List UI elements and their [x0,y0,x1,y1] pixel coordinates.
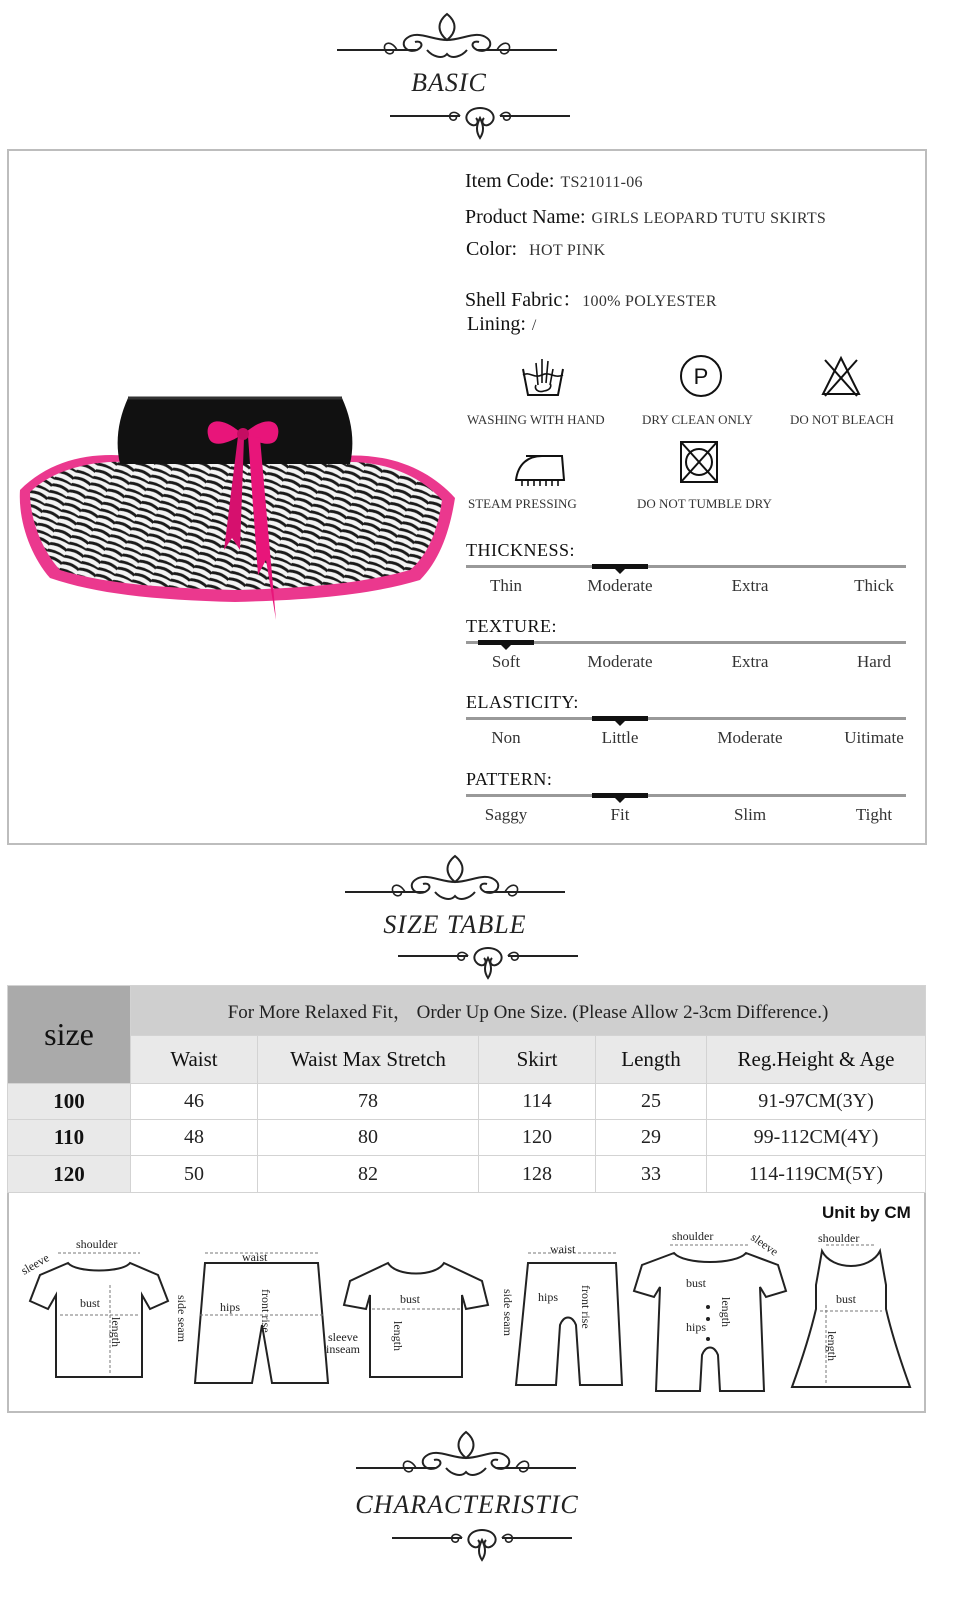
cell-height-age: 91-97CM(3Y) [707,1084,926,1120]
label-side-seam: side seam [501,1289,515,1336]
label-sleeve: sleeve [748,1229,781,1259]
label-side-seam: side seam [175,1295,189,1342]
scale-option-label: Non [491,728,521,747]
label-sleeve: sleeve [328,1330,358,1344]
item-code-value: TS21011-06 [560,174,643,191]
tshirt-diagram [30,1263,168,1377]
cell-length: 33 [596,1156,707,1193]
size-table [7,985,926,1193]
scale-option-label: Saggy [484,805,528,824]
label-shoulder: shoulder [672,1229,714,1243]
scale-title: THICKNESS: [466,540,576,560]
raglan-tee-diagram [344,1263,488,1377]
label-bust: bust [400,1292,421,1306]
iron-icon [512,448,568,488]
size-note: For More Relaxed Fit， Order Up One Size. (Please Allow 2-3cm Difference.) [131,986,926,1036]
capri-diagram [516,1263,622,1385]
scale-option-label: Tight [855,805,893,824]
cell-length: 29 [596,1120,707,1156]
romper-diagram [634,1253,786,1391]
scale-option-label: Little [601,728,639,747]
label-length: length [391,1321,405,1351]
label-hips: hips [220,1300,241,1314]
cell-waist: 46 [131,1084,258,1120]
ornament-bottom-size [378,944,598,982]
scale-option-label: Moderate [587,576,653,595]
label-hips: hips [538,1290,559,1304]
cell-length: 25 [596,1084,707,1120]
no-bleach-icon [819,354,863,398]
label-length: length [719,1297,733,1327]
label-shoulder: shoulder [818,1231,860,1245]
dry-clean-icon [678,353,724,399]
care-label-iron: STEAM PRESSING [468,496,577,511]
column-header-skirt: Skirt [479,1036,596,1084]
cell-skirt: 114 [479,1084,596,1120]
care-label-no-bleach: DO NOT BLEACH [790,412,894,427]
scale-option-label: Hard [857,652,891,671]
scale-option-label: Soft [491,652,521,671]
label-front-rise: front rise [579,1285,593,1329]
scale-option-label: Extra [731,576,769,595]
cell-skirt: 120 [479,1120,596,1156]
label-bust: bust [686,1276,707,1290]
product-name-value: GIRLS LEOPARD TUTU SKIRTS [591,210,827,227]
scale-bar [466,794,906,797]
section-title-size-table: SIZE TABLE [383,910,527,939]
unit-label: Unit by CM [822,1203,911,1222]
label-waist: waist [550,1242,576,1256]
product-name-label: Product Name: [465,206,586,228]
row-size: 120 [8,1156,131,1193]
product-image [10,390,460,630]
scale-bar [466,565,906,568]
no-tumble-dry-icon [679,440,719,484]
label-bust: bust [80,1296,101,1310]
label-length: length [109,1317,123,1347]
lining-row [467,313,537,336]
cell-waist-max-stretch: 82 [258,1156,479,1193]
shell-fabric-value: 100% POLYESTER [582,293,717,310]
ornament-top-characteristic [356,1428,576,1478]
row-size: 110 [8,1120,131,1156]
scale-title: TEXTURE: [466,616,557,636]
cell-height-age: 114-119CM(5Y) [707,1156,926,1193]
label-front-rise: front rise [259,1289,273,1333]
cell-height-age: 99-112CM(4Y) [707,1120,926,1156]
color-value: HOT PINK [529,242,606,259]
scale-bar [466,717,906,720]
product-name-row [465,206,826,229]
care-label-dry-clean: DRY CLEAN ONLY [642,412,753,427]
size-header: size [8,986,131,1084]
scale-pointer-icon [501,645,511,650]
section-title-characteristic: CHARACTERISTIC [355,1490,579,1519]
scale-title: ELASTICITY: [466,692,579,712]
column-header-height-age: Reg.Height & Age [707,1036,926,1084]
cell-waist-max-stretch: 78 [258,1084,479,1120]
color-row [466,238,605,261]
scale-option-label: Uitimate [844,728,904,747]
shell-fabric-row [465,283,717,312]
care-label-no-tumble-dry: DO NOT TUMBLE DRY [637,496,772,511]
scale-option-label: Thick [854,576,894,595]
hand-wash-icon [520,355,566,399]
measurement-diagrams [10,1225,920,1405]
scale-option-label: Thin [489,576,523,595]
scale-option-label: Slim [733,805,767,824]
cell-waist: 48 [131,1120,258,1156]
scale-pointer-icon [615,798,625,803]
scale-pointer-icon [615,721,625,726]
cell-waist-max-stretch: 80 [258,1120,479,1156]
item-code-row [465,170,643,193]
label-shoulder: shoulder [76,1237,118,1251]
table-row [8,1156,926,1193]
scale-option-label: Fit [610,805,630,824]
scale-option-label: Moderate [587,652,653,671]
care-label-hand-wash: WASHING WITH HAND [467,412,605,427]
column-header-waist: Waist [131,1036,258,1084]
scale-option-label: Extra [731,652,769,671]
scale-option-label: Moderate [717,728,783,747]
lining-label: Lining: [467,313,526,335]
lining-value: / [531,317,537,334]
svg-text:P: P [693,364,709,389]
table-row [8,1120,926,1156]
section-title-basic: BASIC [411,68,487,97]
ornament-bottom-characteristic [372,1526,592,1564]
color-label: Color: [466,238,518,260]
label-length: length [825,1331,839,1361]
label-sleeve: sleeve [18,1250,52,1278]
label-bust: bust [836,1292,857,1306]
dress-diagram [792,1251,910,1387]
item-code-label: Item Code: [465,170,555,192]
scale-title: PATTERN: [466,769,553,789]
label-inseam: inseam [326,1342,360,1356]
cell-skirt: 128 [479,1156,596,1193]
ornament-top-size [345,852,565,902]
column-header-waist-max-stretch: Waist Max Stretch [258,1036,479,1084]
shell-fabric-label: Shell Fabric： [465,289,583,311]
scale-pointer-icon [615,569,625,574]
row-size: 100 [8,1084,131,1120]
column-header-length: Length [596,1036,707,1084]
label-waist: waist [242,1250,268,1264]
table-row [8,1084,926,1120]
cell-waist: 50 [131,1156,258,1193]
ornament-bottom-basic [370,104,590,142]
label-hips: hips [686,1320,707,1334]
ornament-top-basic [337,10,557,60]
